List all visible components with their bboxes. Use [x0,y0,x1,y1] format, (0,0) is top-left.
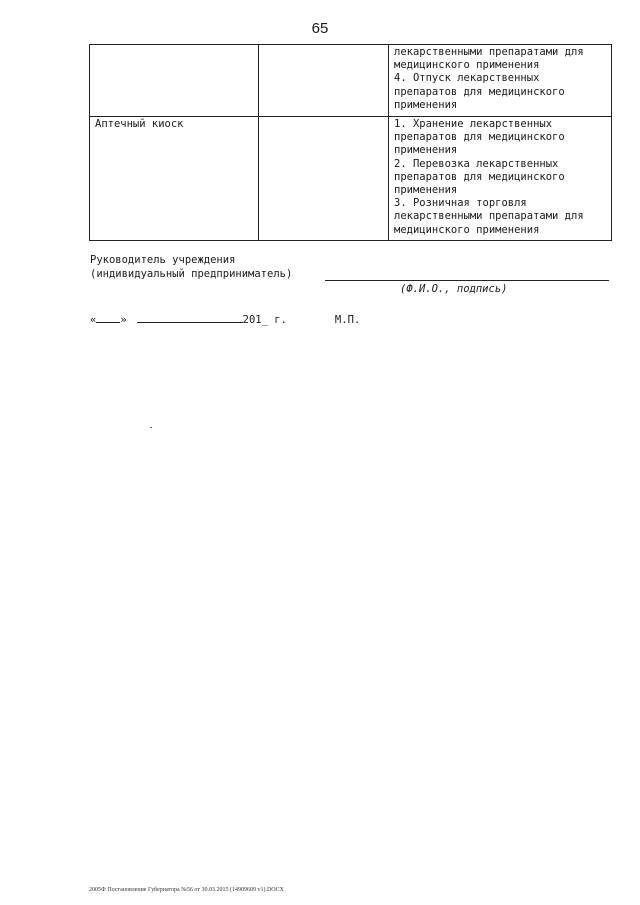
signature-role-detail: (индивидуальный предприниматель) [90,267,293,280]
work-line: препаратов для медицинского [394,170,565,183]
cell-works-list [389,117,612,241]
work-line: лекарственными препаратами для [394,46,584,58]
work-line: 1. Хранение лекарственных [394,118,553,130]
month-blank [137,313,243,323]
cell-object-type [90,45,259,117]
signature-block [90,254,292,281]
work-line: медицинского применения [394,59,540,72]
work-line: 3. Розничная торговля [394,197,527,210]
work-line: препаратов для медицинского [394,85,565,98]
year-text: 201_ г. [242,314,287,326]
cell-address [259,117,389,241]
cell-object-type: Аптечный киоск [90,117,259,241]
work-line: 4. Отпуск лекарственных [394,72,540,85]
activity-table [89,44,612,241]
work-line: применения [394,184,458,197]
work-line: применения [394,98,458,111]
signature-hint: (Ф.И.О., подпись) [400,283,508,295]
day-blank [96,313,120,323]
open-quote: « [90,314,97,326]
work-line: медицинского применения [394,223,540,236]
work-line: применения [394,144,458,157]
signature-line [325,280,609,281]
work-line: препаратов для медицинского [394,131,565,144]
date-line [90,313,360,326]
page-number: 65 [311,20,329,37]
table-row [90,117,612,241]
stamp-place: М.П. [334,314,361,326]
work-line: 2. Перевозка лекарственных [394,157,559,170]
close-quote: » [120,314,127,326]
document-footer: 2005Ф Постановление Губернатора №56 от 30.03.2015 (14909609 v1).DOCX [89,887,284,893]
work-line: лекарственными препаратами для [394,210,584,223]
cell-works-list [389,45,612,117]
table-row [90,45,612,117]
signature-role: Руководитель учреждения [90,254,236,266]
scan-speck [150,427,152,428]
cell-address [259,45,389,117]
